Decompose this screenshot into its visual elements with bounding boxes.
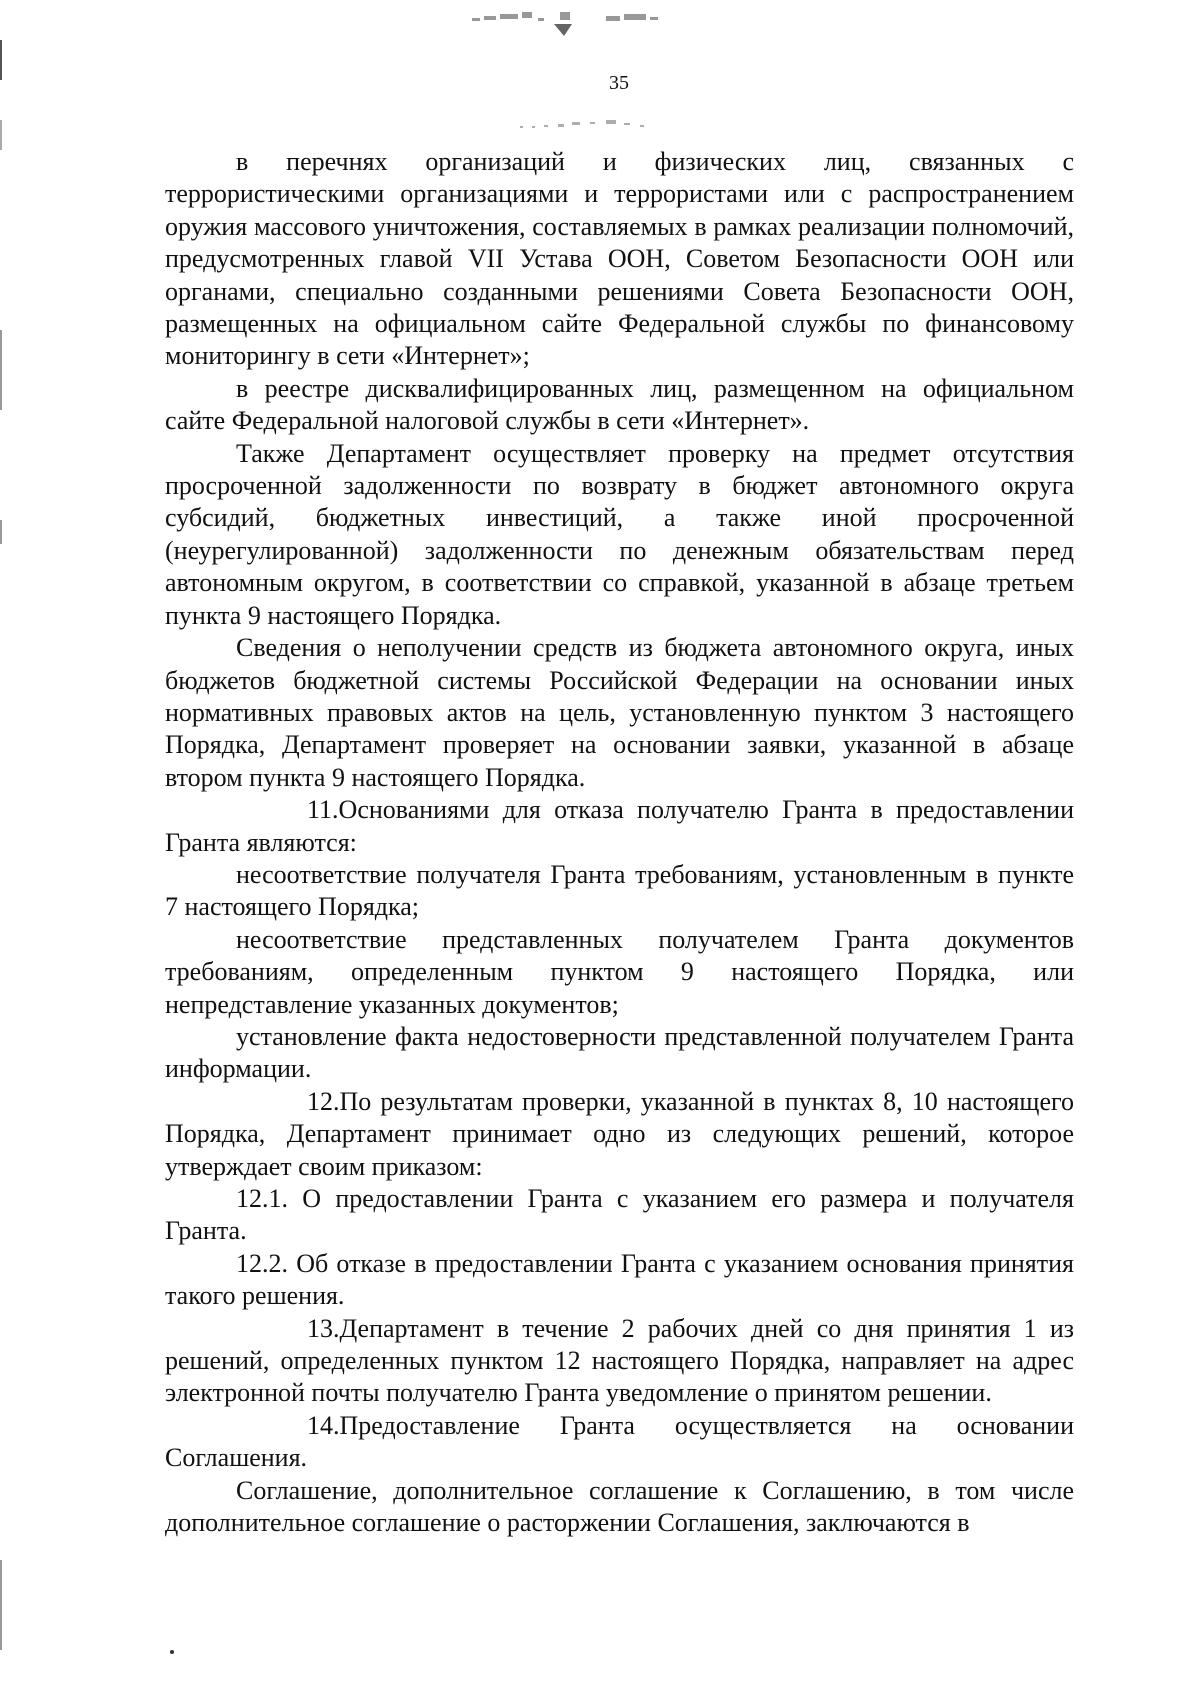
item-text: Предоставление Гранта осуществляется на основании Соглашения. (165, 1410, 1074, 1473)
paragraph: в реестре дисквалифицированных лиц, размещенном на официальном сайте Федеральной налоговой службы в сети «Интернет». (165, 373, 1074, 436)
final-paragraph: Соглашение, дополнительное соглашение к Соглашению, в том числе дополнительное соглашение о расторжении Соглашения, заключаются в (165, 1475, 1074, 1538)
item-12-1: 12.1. О предоставлении Гранта с указанием его размера и получателя Гранта. (165, 1184, 1074, 1246)
item-13 (165, 1313, 1074, 1410)
stamp-smudge-mark (468, 4, 728, 38)
item-number: 14. (307, 1410, 340, 1440)
document-body (165, 146, 1074, 1539)
paragraph: Также Департамент осуществляет проверку на предмет отсутствия просроченной задолженности по возврату в бюджет автономного округа субсидий, бюджетных инвестиций, а также иной просроченной (неурегулированной) задолженности по денежным обязательствам перед автономным округом, в соответствии со справкой, указанной в абзаце третьем пункта 9 настоящего Порядка. (165, 438, 1074, 630)
scan-edge-mark (0, 520, 2, 544)
scan-dots-mark (520, 116, 680, 132)
item-text: Основаниями для отказа получателю Гранта в предоставлении Гранта являются: (165, 795, 1074, 857)
scan-dot-mark (168, 1648, 176, 1656)
scan-edge-mark (0, 330, 2, 410)
item-11-sub: несоответствие получателя Гранта требованиям, установленным в пункте 7 настоящего Порядка; (165, 859, 1074, 922)
scan-edge-mark (0, 1560, 2, 1650)
page-number: 35 (609, 72, 629, 94)
item-11-sub: установление факта недостоверности представленной получателем Гранта информации. (165, 1021, 1074, 1084)
item-14 (165, 1410, 1074, 1475)
paragraph: Сведения о неполучении средств из бюджета автономного округа, иных бюджетов бюджетной системы Российской Федерации на основании иных нормативных правовых актов на цель, установленную пунктом 3 настоящего Порядка, Департамент проверяет на основании заявки, указанной в абзаце втором пункта 9 настоящего Порядка. (165, 633, 1074, 792)
item-text: По результатам проверки, указанной в пунктах 8, 10 настоящего Порядка, Департамент принимает одно из следующих решений, которое утверждает своим приказом: (165, 1086, 1074, 1181)
item-12-2: 12.2. Об отказе в предоставлении Гранта с указанием основания принятия такого решения. (165, 1248, 1074, 1311)
item-number: 11. (307, 795, 339, 825)
item-text: Департамент в течение 2 рабочих дней со дня принятия 1 из решений, определенных пунктом 12 настоящего Порядка, направляет на адрес электронной почты получателю Гранта уведомление о принятом решении. (165, 1313, 1074, 1408)
paragraph: в перечнях организаций и физических лиц, связанных с террористическими организациями и террористами или с распространением оружия массового уничтожения, составляемых в рамках реализации полномочий, предусмотренных главой VII Устава ООН, Советом Безопасности ООН или органами, специально созданными решениями Совета Безопасности ООН, размещенных на официальном сайте Федеральной службы по финансовому мониторингу в сети «Интернет»; (165, 147, 1074, 371)
item-number: 12. (307, 1086, 340, 1116)
item-number: 13. (307, 1313, 340, 1343)
item-12 (165, 1086, 1074, 1183)
scan-edge-mark (0, 120, 2, 150)
item-11-sub: несоответствие представленных получателем Гранта документов требованиям, определенным пунктом 9 настоящего Порядка, или непредставление указанных документов; (165, 924, 1074, 1019)
item-11 (165, 794, 1074, 859)
